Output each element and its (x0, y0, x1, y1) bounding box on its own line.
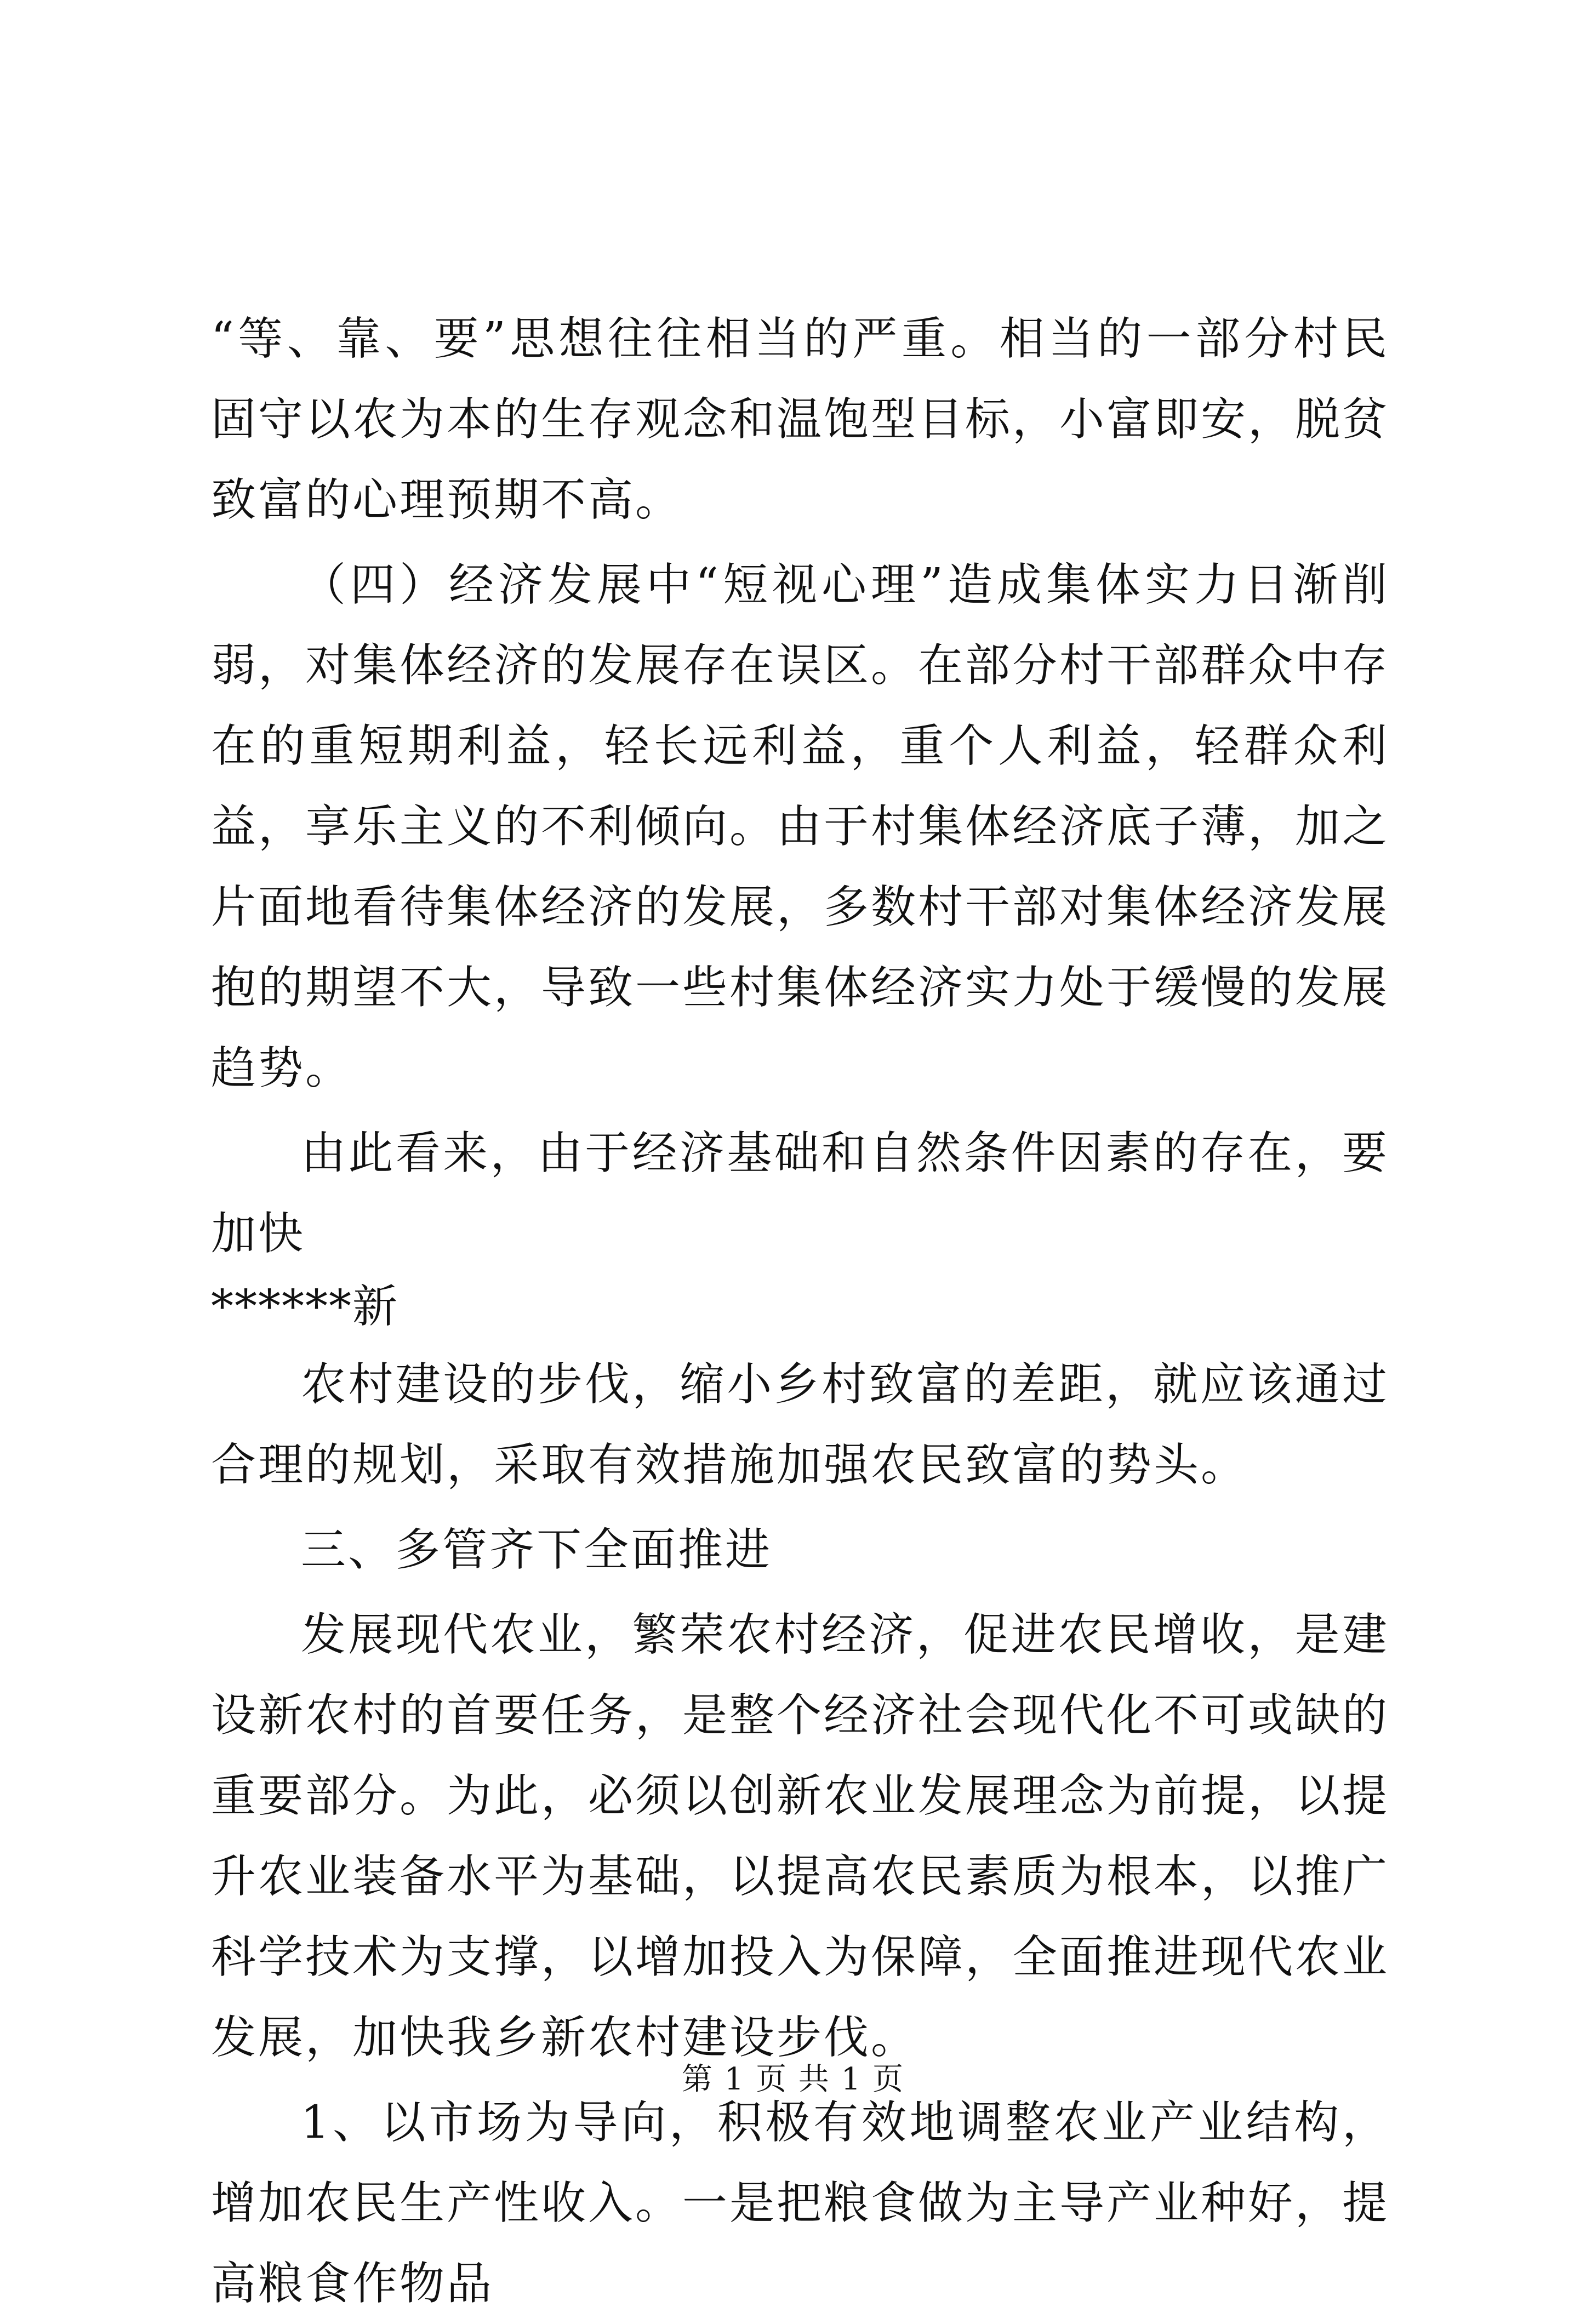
paragraph-7: 发展现代农业，繁荣农村经济，促进农民增收，是建设新农村的首要任务，是整个经济社会现代化不可或缺的重要部分。为此，必须以创新农业发展理念为前提，以提升农业装备水平为基础，以提高农民素质为根本，以推广科学技术为支撑，以增加投入为保障，全面推进现代农业发展，加快我乡新农村建设步伐。 (211, 1609, 1390, 2064)
paragraph-8: 1、以市场为导向，积极有效地调整农业产业结构，增加农民生产性收入。一是把粮食做为主导产业种好，提高粮食作物品 (211, 2097, 1390, 2310)
paragraph-5: 农村建设的步伐，缩小乡村致富的差距，就应该通过合理的规划，采取有效措施加强农民致富的势头。 (211, 1358, 1389, 1491)
page-footer: 第 1 页 共 1 页 (681, 2062, 905, 2097)
paragraph-3: 由此看来，由于经济基础和自然条件因素的存在，要加快 (211, 1127, 1389, 1260)
paragraph-2: （四）经济发展中“短视心理”造成集体实力日渐削弱，对集体经济的发展存在误区。在部分村干部群众中存在的重短期利益，轻长远利益，重个人利益，轻群众利益，享乐主义的不利倾向。由于村集体经济底子薄，加之片面地看待集体经济的发展，多数村干部对集体经济发展抱的期望不大，导致一些村集体经济实力处于缓慢的发展趋势。 (211, 559, 1390, 1094)
document-body (211, 299, 1389, 2324)
paragraph-4: ******新 (211, 1281, 398, 1333)
section-heading: 三、多管齐下全面推进 (301, 1524, 773, 1576)
paragraph-1: “等、靠、要”思想往往相当的严重。相当的一部分村民固守以农为本的生存观念和温饱型目标，小富即安，脱贫致富的心理预期不高。 (211, 313, 1390, 526)
